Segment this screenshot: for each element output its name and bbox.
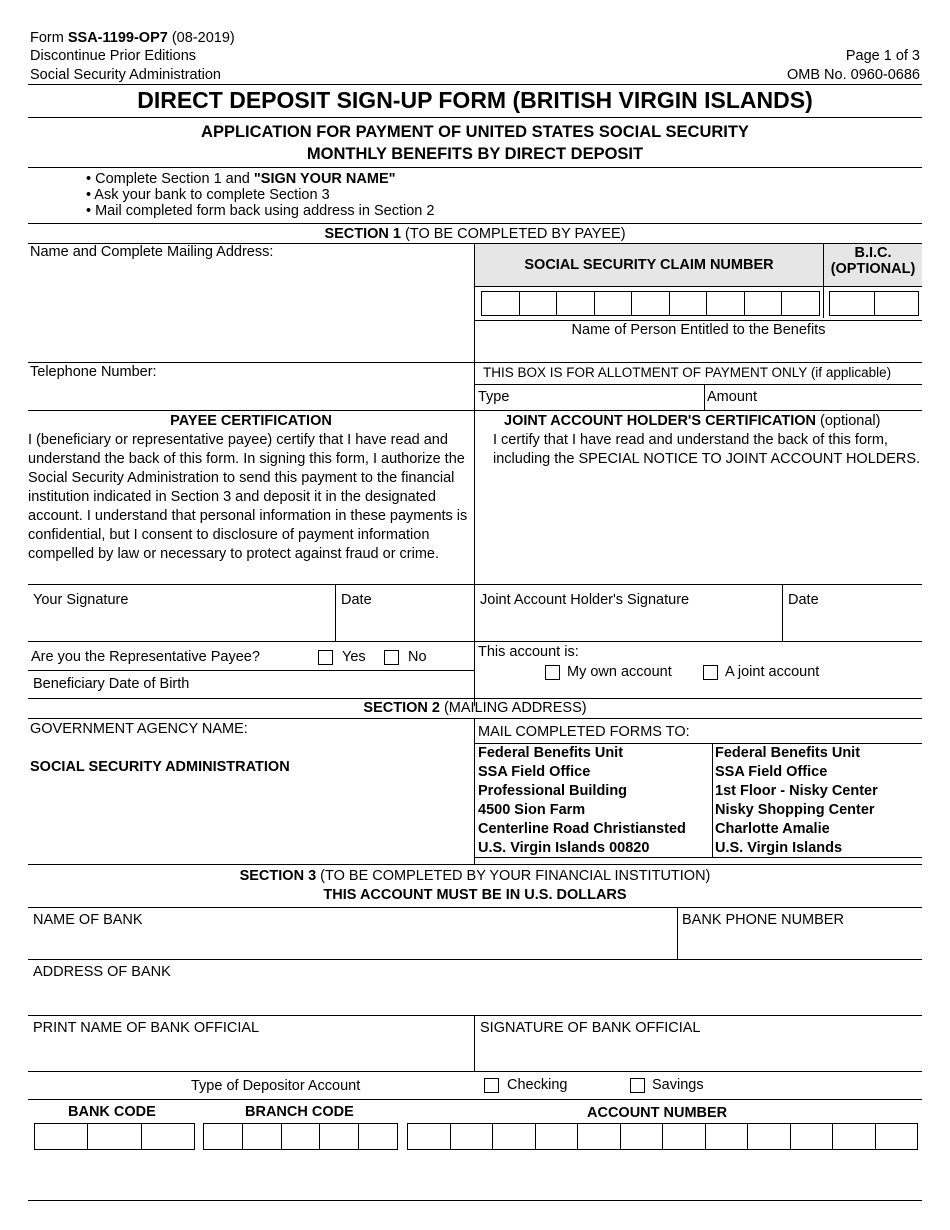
instruction-1-bold: "SIGN YOUR NAME" (253, 171, 396, 187)
divider (28, 584, 922, 585)
savings-label: Savings (652, 1077, 704, 1093)
bank-address-label[interactable]: ADDRESS OF BANK (33, 964, 171, 980)
divider (28, 1071, 922, 1072)
address-line: SSA Field Office (478, 764, 591, 780)
joint-cert-heading (504, 412, 880, 430)
agency-name-value: SOCIAL SECURITY ADMINISTRATION (30, 759, 290, 775)
date-label[interactable]: Date (341, 592, 372, 608)
type-amount-divider (704, 384, 705, 410)
divider (28, 1200, 922, 1201)
joint-cert-title: JOINT ACCOUNT HOLDER'S CERTIFICATION (504, 413, 816, 429)
joint-account-checkbox[interactable] (703, 665, 718, 680)
ss-claim-digit-box[interactable] (744, 291, 783, 316)
checking-label: Checking (507, 1077, 568, 1093)
divider (28, 1015, 922, 1016)
mail-to-label: MAIL COMPLETED FORMS TO: (478, 724, 690, 740)
ss-claim-digit-box[interactable] (781, 291, 820, 316)
section2-heading (0, 699, 950, 717)
entitled-label: Name of Person Entitled to the Benefits (571, 322, 826, 338)
omb-number: OMB No. 0960-0686 (787, 67, 920, 83)
rep-payee-question: Are you the Representative Payee? (31, 649, 260, 665)
account-number-box[interactable] (662, 1123, 706, 1150)
address-line: 4500 Sion Farm (478, 802, 586, 818)
section3-heading (0, 867, 950, 885)
account-number-box[interactable] (407, 1123, 451, 1150)
divider (28, 864, 922, 865)
bic-char-box[interactable] (829, 291, 875, 316)
joint-date-label[interactable]: Date (788, 592, 819, 608)
official-signature-label[interactable]: SIGNATURE OF BANK OFFICIAL (480, 1020, 701, 1036)
divider (28, 959, 922, 960)
bank-code-box[interactable] (141, 1123, 195, 1150)
form-number (30, 29, 235, 47)
account-number-box[interactable] (492, 1123, 536, 1150)
branch-code-box[interactable] (242, 1123, 282, 1150)
account-number-label: ACCOUNT NUMBER (587, 1105, 728, 1121)
ss-claim-digit-box[interactable] (594, 291, 633, 316)
column-divider (474, 243, 475, 706)
telephone-label: Telephone Number: (30, 364, 157, 380)
dob-label[interactable]: Beneficiary Date of Birth (33, 676, 190, 692)
branch-code-box[interactable] (319, 1123, 359, 1150)
branch-code-box[interactable] (203, 1123, 243, 1150)
address-line: Professional Building (478, 783, 628, 799)
section2-title: SECTION 2 (363, 700, 440, 716)
own-account-checkbox[interactable] (545, 665, 560, 680)
divider (28, 641, 922, 642)
divider (28, 907, 922, 908)
type-label: Type (478, 389, 510, 405)
page-title: DIRECT DEPOSIT SIGN-UP FORM (BRITISH VIRGIN ISLANDS) (137, 87, 813, 113)
savings-checkbox[interactable] (630, 1078, 645, 1093)
currency-note: THIS ACCOUNT MUST BE IN U.S. DOLLARS (323, 887, 627, 903)
column-divider (474, 718, 475, 864)
account-number-box[interactable] (577, 1123, 621, 1150)
agency-name-label: GOVERNMENT AGENCY NAME: (30, 721, 248, 737)
ss-claim-digit-box[interactable] (669, 291, 708, 316)
account-number-box[interactable] (832, 1123, 876, 1150)
divider (28, 167, 922, 168)
bank-code-box[interactable] (34, 1123, 88, 1150)
branch-code-label: BRANCH CODE (245, 1104, 354, 1120)
account-number-box[interactable] (620, 1123, 664, 1150)
joint-cert-optional: (optional) (815, 413, 881, 429)
divider (28, 223, 922, 224)
instruction-2: • Ask your bank to complete Section 3 (86, 187, 330, 203)
allotment-label: THIS BOX IS FOR ALLOTMENT OF PAYMENT ONLY (if applicable) (483, 365, 892, 380)
ss-claim-digit-box[interactable] (706, 291, 745, 316)
ss-claim-digit-box[interactable] (556, 291, 595, 316)
no-label: No (408, 649, 427, 665)
section1-title: SECTION 1 (324, 226, 401, 242)
divider (28, 117, 922, 118)
address-line: Nisky Shopping Center (715, 802, 875, 818)
ss-claim-digit-box[interactable] (519, 291, 558, 316)
bank-phone-divider (677, 907, 678, 959)
account-number-box[interactable] (705, 1123, 749, 1150)
bank-name-label[interactable]: NAME OF BANK (33, 912, 143, 928)
joint-date-divider (782, 584, 783, 641)
account-number-box[interactable] (747, 1123, 791, 1150)
bic-label-line1: B.I.C. (854, 245, 892, 261)
discontinue-note: Discontinue Prior Editions (30, 48, 197, 64)
branch-code-box[interactable] (281, 1123, 321, 1150)
signature-date-divider (335, 584, 336, 641)
divider (28, 84, 922, 85)
account-is-label: This account is: (478, 644, 579, 660)
subtitle-line2: MONTHLY BENEFITS BY DIRECT DEPOSIT (306, 145, 644, 163)
checking-checkbox[interactable] (484, 1078, 499, 1093)
bic-label-line2: (OPTIONAL) (830, 261, 916, 277)
branch-code-box[interactable] (358, 1123, 398, 1150)
account-number-box[interactable] (535, 1123, 579, 1150)
own-account-label: My own account (567, 664, 672, 680)
agency-name: Social Security Administration (30, 67, 221, 83)
divider (28, 362, 922, 363)
account-number-box[interactable] (790, 1123, 834, 1150)
page-number: Page 1 of 3 (845, 48, 920, 64)
yes-label: Yes (342, 649, 366, 665)
subtitle-line1: APPLICATION FOR PAYMENT OF UNITED STATES SOCIAL SECURITY (201, 123, 749, 141)
bank-code-label: BANK CODE (68, 1104, 156, 1120)
joint-account-label: A joint account (725, 664, 820, 680)
divider (28, 410, 922, 411)
instruction-3: • Mail completed form back using address in Section 2 (86, 203, 435, 219)
official-divider (474, 1015, 475, 1071)
bank-phone-label[interactable]: BANK PHONE NUMBER (682, 912, 844, 928)
address-divider (712, 743, 713, 857)
account-number-box[interactable] (450, 1123, 494, 1150)
payee-cert-title: PAYEE CERTIFICATION (170, 413, 332, 429)
joint-signature-label[interactable]: Joint Account Holder's Signature (480, 592, 690, 608)
bic-char-box[interactable] (874, 291, 920, 316)
account-number-box[interactable] (875, 1123, 919, 1150)
form-date: (08-2019) (167, 30, 235, 46)
joint-cert-text: I certify that I have read and understand the back of this form, including the SPECIAL NOTICE TO JOINT ACCOUNT HOLDERS. (493, 432, 921, 467)
address-line: Charlotte Amalie (715, 821, 830, 837)
payee-cert-text: I (beneficiary or representative payee) certify that I have read and understand the back of this form. In signing this form, I authorize the Social Security Administration to send this payment to the financial institution indicated in Section 3 and deposit it in the designated account. I understand that personal information in these payments is confidential, but I consent to disclosure of payment information compelled by law or necessary to protect against fraud or crime. (28, 432, 468, 562)
section3-title: SECTION 3 (239, 868, 317, 884)
divider (28, 718, 922, 719)
form-number-value: SSA-1199-OP7 (67, 30, 168, 46)
depositor-type-label: Type of Depositor Account (191, 1078, 361, 1094)
section1-note: (TO BE COMPLETED BY PAYEE) (401, 226, 626, 242)
section1-heading (0, 225, 950, 243)
name-address-label: Name and Complete Mailing Address: (30, 244, 274, 260)
address-line: 1st Floor - Nisky Center (715, 783, 878, 799)
ss-claim-digit-box[interactable] (631, 291, 670, 316)
address-line: SSA Field Office (715, 764, 828, 780)
official-name-label[interactable]: PRINT NAME OF BANK OFFICIAL (33, 1020, 260, 1036)
address-line: Centerline Road Christiansted (478, 821, 686, 837)
divider (475, 286, 922, 287)
divider (28, 670, 474, 671)
section2-note: (MAILING ADDRESS) (439, 700, 587, 716)
no-checkbox[interactable] (384, 650, 399, 665)
divider (475, 857, 922, 858)
form-prefix: Form (30, 30, 68, 46)
your-signature-label[interactable]: Your Signature (33, 592, 129, 608)
address-line: U.S. Virgin Islands (715, 840, 843, 856)
divider (475, 384, 922, 385)
ss-claim-label: SOCIAL SECURITY CLAIM NUMBER (524, 257, 774, 273)
bank-code-box[interactable] (87, 1123, 141, 1150)
address-line: U.S. Virgin Islands 00820 (478, 840, 650, 856)
amount-label: Amount (707, 389, 757, 405)
address-line: Federal Benefits Unit (715, 745, 861, 761)
section3-note: (TO BE COMPLETED BY YOUR FINANCIAL INSTITUTION) (316, 868, 711, 884)
divider (28, 1099, 922, 1100)
address-line: Federal Benefits Unit (478, 745, 624, 761)
yes-checkbox[interactable] (318, 650, 333, 665)
ss-claim-digit-box[interactable] (481, 291, 520, 316)
instruction-1-text: • Complete Section 1 and (86, 171, 254, 187)
